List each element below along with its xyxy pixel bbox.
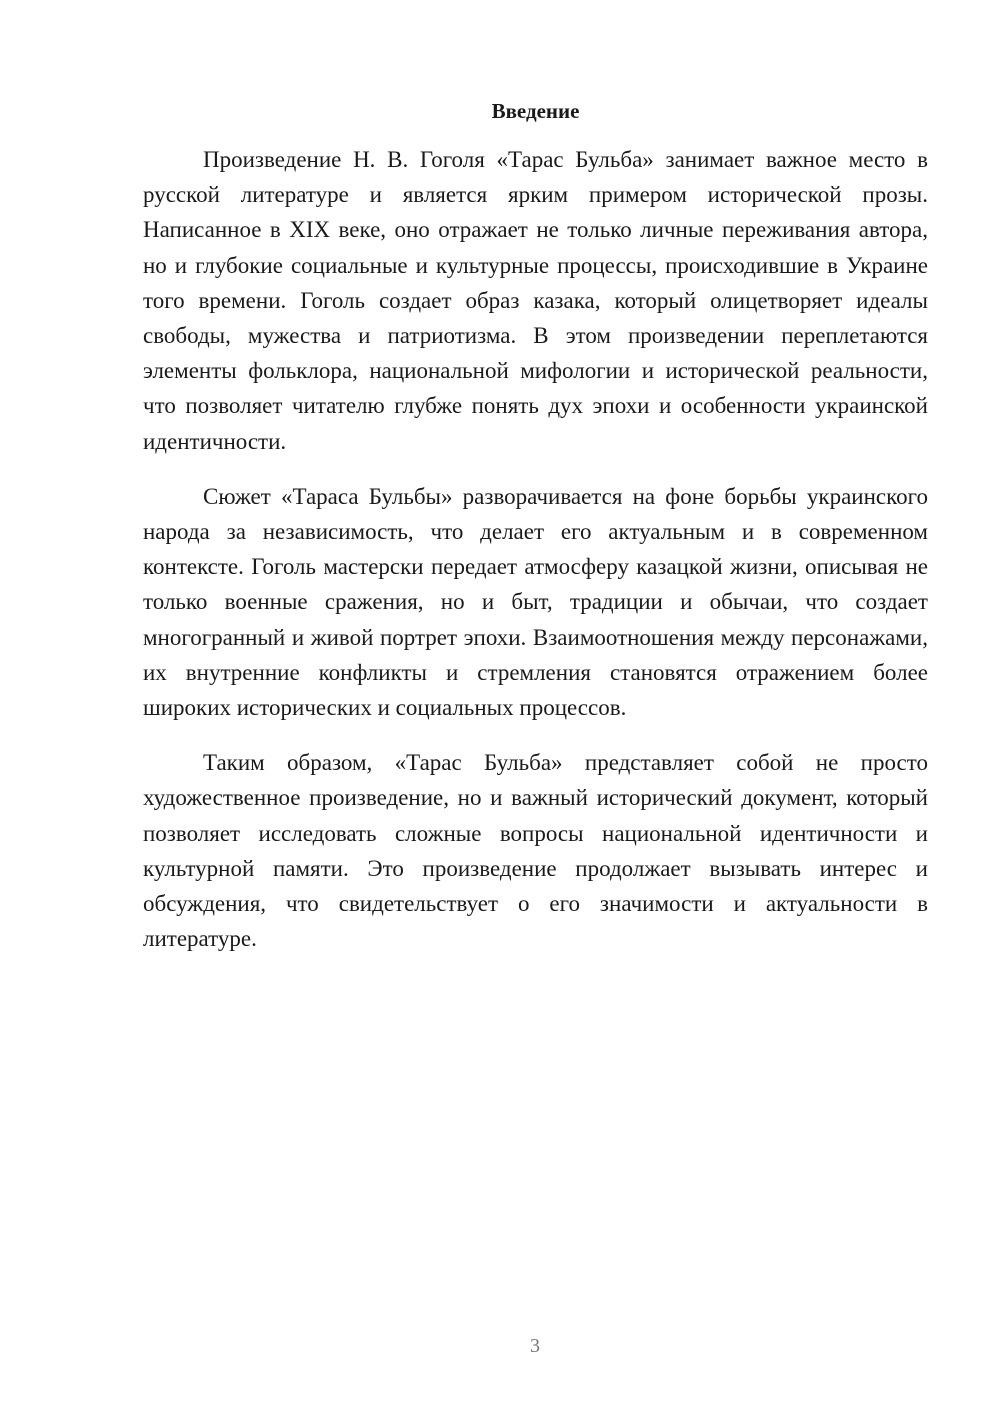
paragraph-2: Сюжет «Тараса Бульбы» разворачивается на фоне борьбы украинского народа за независимость, что делает его актуальным и в современном контексте. Гоголь мастерски передает атмосферу казацкой жизни, описывая не только военные сражения, но и быт, традиции и обычаи, что создает многогранный и живой портрет эпохи. Взаимоотношения между персонажами, их внутренние конфликты и стремления становятся отражением более широких исторических и социальных процессов. bbox=[143, 483, 928, 721]
body-text bbox=[143, 142, 928, 976]
section-heading: Введение bbox=[491, 99, 580, 123]
paragraph-3: Таким образом, «Тарас Бульба» представляет собой не просто художественное произведение, но и важный исторический документ, который позволяет исследовать сложные вопросы национальной идентичности и культурной памяти. Это произведение продолжает вызывать интерес и обсуждения, что свидетельствует о его значимости и актуальности в литературе. bbox=[143, 750, 928, 952]
paragraph-1: Произведение Н. В. Гоголя «Тарас Бульба» занимает важное место в русской литературе и является ярким примером исторической прозы. Написанное в XIX веке, оно отражает не только личные переживания автора, но и глубокие социальные и культурные процессы, происходившие в Украине того времени. Гоголь создает образ казака, который олицетворяет идеалы свободы, мужества и патриотизма. В этом произведении переплетаются элементы фольклора, национальной мифологии и исторической реальности, что позволяет читателю глубже понять дух эпохи и особенности украинской идентичности. bbox=[143, 147, 928, 454]
page-number: 3 bbox=[530, 1335, 540, 1357]
